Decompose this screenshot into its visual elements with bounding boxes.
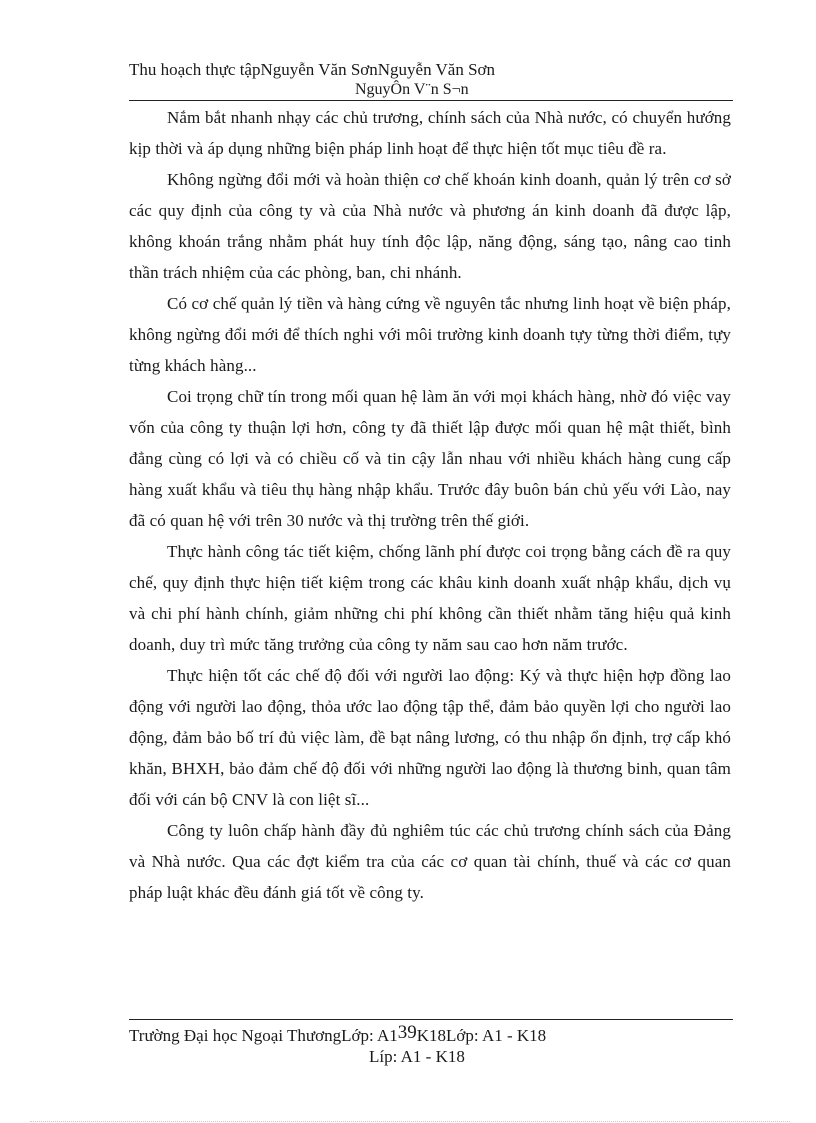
document-body [129,102,731,908]
footer-school [129,1022,547,1047]
paragraph: Có cơ chế quản lý tiền và hàng cứng về nguyên tắc nhưng linh hoạt về biện pháp, không ngừng đổi mới để thích nghi với môi trường kinh doanh tựy từng thời điểm, tựy từng khách hàng... [129,294,731,375]
paragraph: Nắm bắt nhanh nhạy các chủ trương, chính sách của Nhà nước, có chuyển hướng kịp thời và áp dụng những biện pháp linh hoạt để thực hiện tốt mục tiêu đề ra. [129,108,731,158]
header-title: Thu hoạch thực tậpNguyễn Văn SơnNguyễn Văn Sơn [129,60,496,79]
footer-prefix: Trường Đại học Ngoại ThươngLớp: A1 [129,1026,398,1045]
header-author: NguyÔn V¨n S¬n [355,81,469,98]
paragraph: Không ngừng đổi mới và hoàn thiện cơ chế khoán kinh doanh, quản lý trên cơ sở các quy định của công ty và của Nhà nước và phương án kinh doanh đã được lập, không khoán trắng nhằm phát huy tính độc lập, năng động, sáng tạo, nâng cao tinh thần trách nhiệm của các phòng, ban, chi nhánh. [129,170,731,282]
footer-class: Líp: A1 - K18 [369,1047,465,1066]
paragraph: Coi trọng chữ tín trong mối quan hệ làm ăn với mọi khách hàng, nhờ đó việc vay vốn của công ty thuận lợi hơn, công ty đã thiết lập được mối quan hệ mật thiết, bình đẳng cùng có lợi và có chiều cố và tin cậy lẫn nhau với nhiều khách hàng cung cấp hàng xuất khẩu và tiêu thụ hàng nhập khẩu. Trước đây buôn bán chủ yếu với Lào, nay đã có quan hệ với trên 30 nước và thị trường trên thế giới. [129,387,731,530]
page-edge-divider [30,1121,790,1122]
page-footer [129,1019,733,1066]
page-header [129,58,733,101]
footer-suffix: K18Lớp: A1 - K18 [416,1026,547,1045]
paragraph: Thực hiện tốt các chế độ đối với người lao động: Ký và thực hiện hợp đồng lao động với người lao động, thỏa ước lao động tập thể, đảm bảo quyền lợi cho người lao động, đảm bảo bố trí đủ việc làm, đề bạt nâng lương, có thu nhập ổn định, trợ cấp khó khăn, BHXH, bảo đảm chế độ đối với những người lao động là thương binh, quan tâm đối với cán bộ CNV là con liệt sĩ... [129,666,731,809]
paragraph: Thực hành công tác tiết kiệm, chống lãnh phí được coi trọng bằng cách đề ra quy chế, quy định thực hiện tiết kiệm trong các khâu kinh doanh xuất nhập khẩu, dịch vụ và chi phí hành chính, giảm những chi phí không cần thiết nhằm tăng hiệu quả kinh doanh, duy trì mức tăng trưởng của công ty năm sau cao hơn năm trước. [129,542,731,654]
paragraph: Công ty luôn chấp hành đầy đủ nghiêm túc các chủ trương chính sách của Đảng và Nhà nước. Qua các đợt kiểm tra của các cơ quan tài chính, thuế và các cơ quan pháp luật khác đều đánh giá tốt về công ty. [129,821,731,902]
page-number: 39 [397,1022,417,1043]
